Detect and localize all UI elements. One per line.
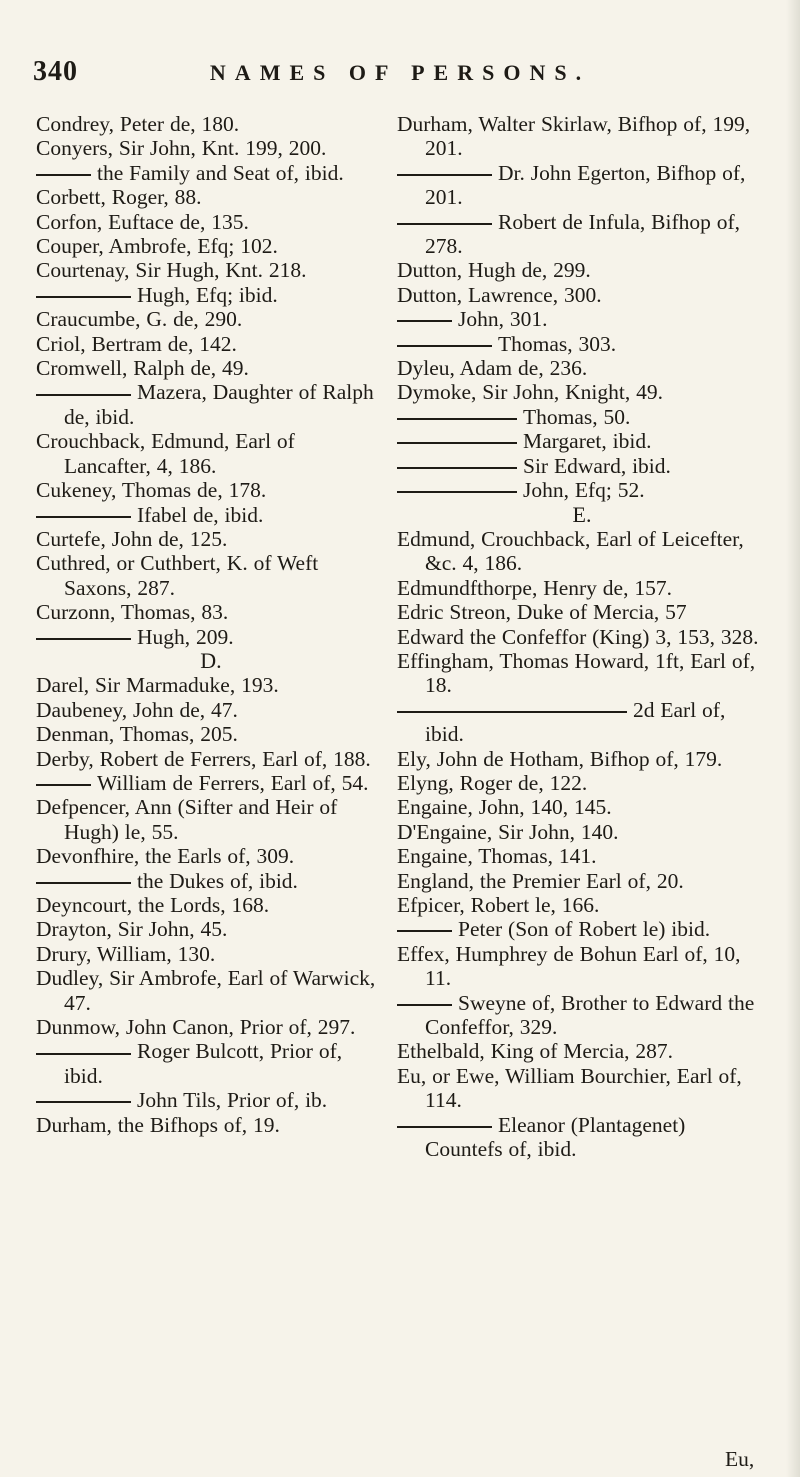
entry-text: Engaine, Thomas, 141. — [397, 844, 597, 869]
ditto-rule — [397, 1004, 452, 1006]
entry-text: Edward the Confeffor (King) 3, 153, 328. — [397, 624, 759, 649]
left-column — [36, 112, 386, 1137]
index-entry — [36, 210, 386, 234]
index-entry — [36, 771, 386, 795]
index-entry — [36, 966, 386, 1015]
entry-text: Conyers, Sir John, Knt. 199, 200. — [36, 136, 327, 161]
index-entry — [397, 600, 767, 624]
index-entry — [36, 551, 386, 600]
ditto-rule — [397, 320, 452, 322]
index-entry — [36, 380, 386, 429]
entry-text: the Dukes of, ibid. — [137, 868, 298, 893]
index-entry — [397, 1039, 767, 1063]
index-entry — [36, 478, 386, 502]
entry-text: Daubeney, John de, 47. — [36, 697, 238, 722]
index-entry — [397, 771, 767, 795]
entry-text: Derby, Robert de Ferrers, Earl of, 188. — [36, 746, 371, 771]
section-letter: E. — [572, 501, 592, 527]
entry-text: England, the Premier Earl of, 20. — [397, 868, 684, 893]
entry-text: Corfon, Euftace de, 135. — [36, 209, 249, 234]
ditto-rule — [36, 882, 131, 884]
entry-text: Cuthred, or Cuthbert, K. of Weft Saxons, 287. — [36, 551, 319, 600]
entry-text: Effex, Humphrey de Bohun Earl of, 10, 11. — [397, 941, 741, 991]
entry-text: 2d Earl of, ibid. — [425, 697, 726, 747]
entry-text: Edmund, Crouchback, Earl of Leicefter, &c. 4, 186. — [397, 526, 744, 576]
entry-text: Dudley, Sir Ambrofe, Earl of Warwick, 47. — [36, 966, 376, 1015]
entry-text: Curzonn, Thomas, 83. — [36, 600, 229, 625]
running-head: NAMES OF PERSONS. — [209, 60, 591, 85]
entry-text: Elyng, Roger de, 122. — [397, 770, 588, 795]
ditto-rule — [397, 223, 492, 225]
index-entry — [36, 600, 386, 624]
index-entry — [36, 795, 386, 844]
index-entry — [397, 527, 767, 576]
ditto-rule — [36, 516, 131, 518]
entry-text: Defpencer, Ann (Sifter and Heir of Hugh) le, 55. — [36, 795, 338, 844]
entry-text: John, Efq; 52. — [523, 478, 645, 503]
entry-text: Thomas, 303. — [498, 331, 617, 356]
index-entry — [397, 576, 767, 600]
section-letter: D. — [200, 647, 222, 673]
entry-text: D'Engaine, Sir John, 140. — [397, 819, 619, 844]
index-entry — [397, 283, 767, 307]
entry-text: Devonfhire, the Earls of, 309. — [36, 844, 295, 869]
ditto-rule — [397, 345, 492, 347]
index-entry — [397, 307, 767, 331]
entry-text: Dutton, Hugh de, 299. — [397, 258, 591, 283]
entry-text: Cromwell, Ralph de, 49. — [36, 356, 249, 381]
ditto-rule — [36, 1101, 131, 1103]
entry-text: Sir Edward, ibid. — [523, 453, 671, 478]
index-entry — [397, 258, 767, 282]
index-entry — [397, 820, 767, 844]
entry-text: Dutton, Lawrence, 300. — [397, 282, 602, 307]
ditto-rule — [397, 491, 517, 493]
ditto-rule — [397, 418, 517, 420]
index-entry — [397, 1113, 767, 1162]
index-entry — [36, 185, 386, 209]
index-entry — [36, 283, 386, 307]
catchword: Eu, — [725, 1447, 755, 1471]
index-entry — [397, 991, 767, 1040]
entry-text: Roger Bulcott, Prior of, ibid. — [64, 1039, 343, 1088]
entry-text: Margaret, ibid. — [523, 429, 652, 454]
entry-text: Dr. John Egerton, Bifhop of, 201. — [425, 160, 746, 210]
index-entry — [397, 161, 767, 210]
index-entry — [36, 942, 386, 966]
index-entry — [397, 942, 767, 991]
index-entry — [36, 258, 386, 282]
page-number: 340 — [33, 56, 78, 87]
entry-text: Drayton, Sir John, 45. — [36, 917, 228, 942]
ditto-rule — [397, 711, 627, 713]
index-entry — [36, 307, 386, 331]
index-entry — [397, 112, 767, 161]
entry-text: Ethelbald, King of Mercia, 287. — [397, 1039, 674, 1064]
index-entry — [36, 527, 386, 551]
entry-text: Thomas, 50. — [523, 404, 631, 429]
entry-text: Criol, Bertram de, 142. — [36, 331, 237, 356]
entry-text: Mazera, Daughter of Ralph de, ibid. — [64, 380, 374, 429]
index-entry — [36, 161, 386, 185]
page-edge-shadow — [786, 0, 800, 1477]
entry-text: Cukeney, Thomas de, 178. — [36, 478, 267, 503]
ditto-rule — [397, 442, 517, 444]
index-entry — [397, 380, 767, 404]
entry-text: Ifabel de, ibid. — [137, 502, 264, 527]
index-entry — [36, 332, 386, 356]
entry-text: Condrey, Peter de, 180. — [36, 112, 240, 136]
entry-text: Effingham, Thomas Howard, 1ft, Earl of, 18. — [397, 648, 756, 698]
ditto-rule — [36, 784, 91, 786]
ditto-rule — [397, 930, 452, 932]
index-entry — [36, 722, 386, 746]
entry-text: Couper, Ambrofe, Efq; 102. — [36, 234, 278, 259]
index-entry — [397, 625, 767, 649]
entry-text: Courtenay, Sir Hugh, Knt. 218. — [36, 258, 307, 283]
index-entry — [36, 893, 386, 917]
index-entry — [36, 869, 386, 893]
ditto-rule — [397, 1126, 492, 1128]
index-entry — [36, 356, 386, 380]
index-entry — [397, 1064, 767, 1113]
entry-text: Efpicer, Robert le, 166. — [397, 893, 600, 917]
index-entry — [36, 503, 386, 527]
entry-text: John, 301. — [458, 307, 548, 332]
index-entry — [397, 332, 767, 356]
index-entry — [36, 844, 386, 868]
entry-text: Dyleu, Adam de, 236. — [397, 356, 588, 381]
index-entry — [397, 429, 767, 453]
index-entry — [36, 625, 386, 649]
entry-text: Denman, Thomas, 205. — [36, 722, 238, 747]
index-entry — [397, 844, 767, 868]
entry-text: Eu, or Ewe, William Bourchier, Earl of, 114. — [397, 1063, 742, 1113]
ditto-rule — [397, 467, 517, 469]
index-entry — [397, 649, 767, 698]
index-entry — [397, 747, 767, 771]
entry-text: Corbett, Roger, 88. — [36, 185, 202, 210]
entry-text: Edric Streon, Duke of Mercia, 57 — [397, 600, 687, 625]
entry-text: Deyncourt, the Lords, 168. — [36, 893, 270, 917]
entry-text: John Tils, Prior of, ib. — [137, 1088, 328, 1113]
index-entry — [36, 1113, 386, 1137]
index-entry — [397, 698, 767, 747]
entry-text: the Family and Seat of, ibid. — [97, 160, 344, 185]
index-entry — [397, 795, 767, 819]
entry-text: Edmundfthorpe, Henry de, 157. — [397, 575, 672, 600]
index-entry — [36, 747, 386, 771]
index-entry — [36, 1088, 386, 1112]
index-entry — [36, 429, 386, 478]
index-entry — [397, 893, 767, 917]
index-entry — [397, 210, 767, 259]
index-entry — [397, 917, 767, 941]
entry-text: Hugh, 209. — [137, 624, 234, 649]
entry-text: Robert de Infula, Bifhop of, 278. — [425, 209, 741, 259]
index-entry — [36, 112, 386, 136]
entry-text: Durham, the Bifhops of, 19. — [36, 1112, 280, 1137]
entry-text: Darel, Sir Marmaduke, 193. — [36, 673, 279, 698]
entry-text: Sweyne of, Brother to Edward the Confeffor, 329. — [425, 990, 755, 1040]
entry-text: Craucumbe, G. de, 290. — [36, 307, 243, 332]
entry-text: Engaine, John, 140, 145. — [397, 795, 612, 820]
entry-text: Dymoke, Sir John, Knight, 49. — [397, 380, 663, 405]
index-entry — [36, 917, 386, 941]
entry-text: Eleanor (Plantagenet) Countefs of, ibid. — [425, 1112, 686, 1162]
ditto-rule — [36, 296, 131, 298]
right-column — [397, 112, 767, 1161]
entry-text: Dunmow, John Canon, Prior of, 297. — [36, 1015, 356, 1040]
index-entry — [36, 1039, 386, 1088]
index-entry — [397, 869, 767, 893]
index-entry — [36, 234, 386, 258]
entry-text: Curtefe, John de, 125. — [36, 526, 228, 551]
index-entry — [36, 698, 386, 722]
entry-text: Hugh, Efq; ibid. — [137, 282, 278, 307]
ditto-rule — [397, 174, 492, 176]
entry-text: Durham, Walter Skirlaw, Bifhop of, 199, 201. — [397, 112, 751, 161]
entry-text: Peter (Son of Robert le) ibid. — [458, 917, 711, 942]
index-entry — [36, 136, 386, 160]
entry-text: William de Ferrers, Earl of, 54. — [97, 770, 369, 795]
entry-text: Ely, John de Hotham, Bifhop of, 179. — [397, 746, 723, 771]
ditto-rule — [36, 174, 91, 176]
ditto-rule — [36, 638, 131, 640]
ditto-rule — [36, 1053, 131, 1055]
index-entry — [36, 673, 386, 697]
index-entry — [397, 454, 767, 478]
index-entry — [397, 405, 767, 429]
entry-text: Crouchback, Edmund, Earl of Lancafter, 4, 186. — [36, 429, 295, 478]
index-entry — [36, 1015, 386, 1039]
index-entry — [397, 356, 767, 380]
index-entry — [397, 478, 767, 502]
entry-text: Drury, William, 130. — [36, 941, 216, 966]
ditto-rule — [36, 394, 131, 396]
